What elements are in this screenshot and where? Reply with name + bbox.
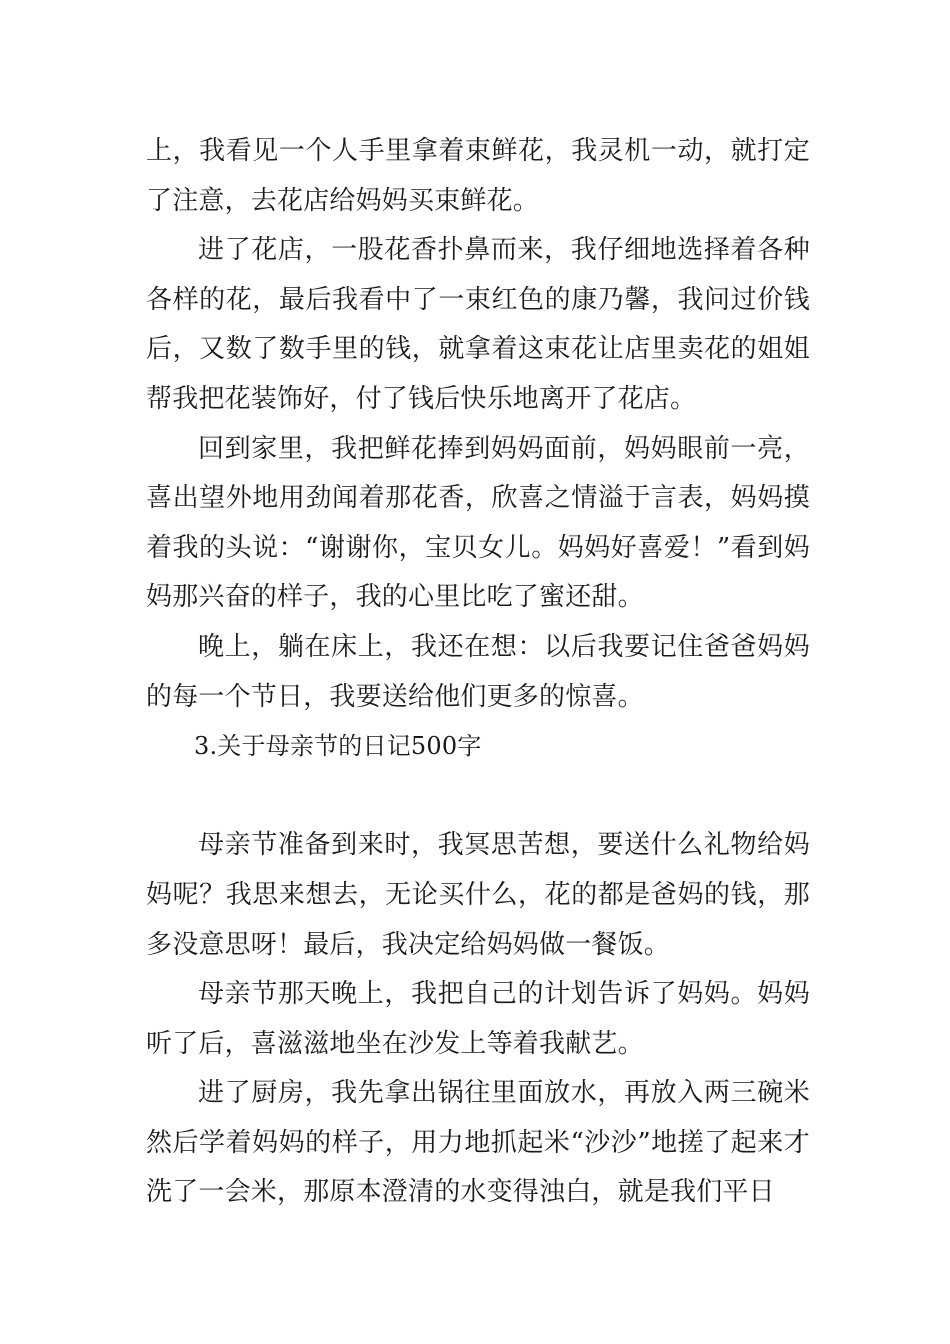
section-heading: 3.关于母亲节的日记500字 xyxy=(194,732,482,761)
blank-line xyxy=(146,772,810,822)
paragraph-evening: 晚上，躺在床上，我还在想：以后我要记住爸爸妈妈的每一个节日，我要送给他们更多的惊喜。 xyxy=(146,631,810,712)
document-body xyxy=(146,127,810,1218)
paragraph-continuation: 上，我看见一个人手里拿着束鲜花，我灵机一动，就打定了注意，去花店给妈妈买束鲜花。 xyxy=(146,136,810,216)
paragraph-gift-idea: 母亲节准备到来时，我冥思苦想，要送什么礼物给妈妈呢？我思来想去，无论买什么，花的都是爸妈的钱，那多没意思呀！最后，我决定给妈妈做一餐饭。 xyxy=(146,830,810,960)
paragraph-plan: 母亲节那天晚上，我把自己的计划告诉了妈妈。妈妈听了后，喜滋滋地坐在沙发上等着我献艺。 xyxy=(146,979,810,1059)
paragraph-flower-shop: 进了花店，一股花香扑鼻而来，我仔细地选择着各种各样的花，最后我看中了一束红色的康乃馨，我问过价钱后，又数了数手里的钱，就拿着这束花让店里卖花的姐姐帮我把花装饰好，付了钱后快乐地离开了花店。 xyxy=(146,235,810,414)
paragraph-home: 回到家里，我把鲜花捧到妈妈面前，妈妈眼前一亮，喜出望外地用劲闻着那花香，欣喜之情溢于言表，妈妈摸着我的头说：“谢谢你，宝贝女儿。妈妈好喜爱！”看到妈妈那兴奋的样子，我的心里比吃了蜜还甜。 xyxy=(146,433,810,613)
paragraph-kitchen: 进了厨房，我先拿出锅往里面放水，再放入两三碗米然后学着妈妈的样子，用力地抓起米“沙沙”地搓了起来才洗了一会米，那原本澄清的水变得浊白，就是我们平日 xyxy=(146,1078,810,1208)
